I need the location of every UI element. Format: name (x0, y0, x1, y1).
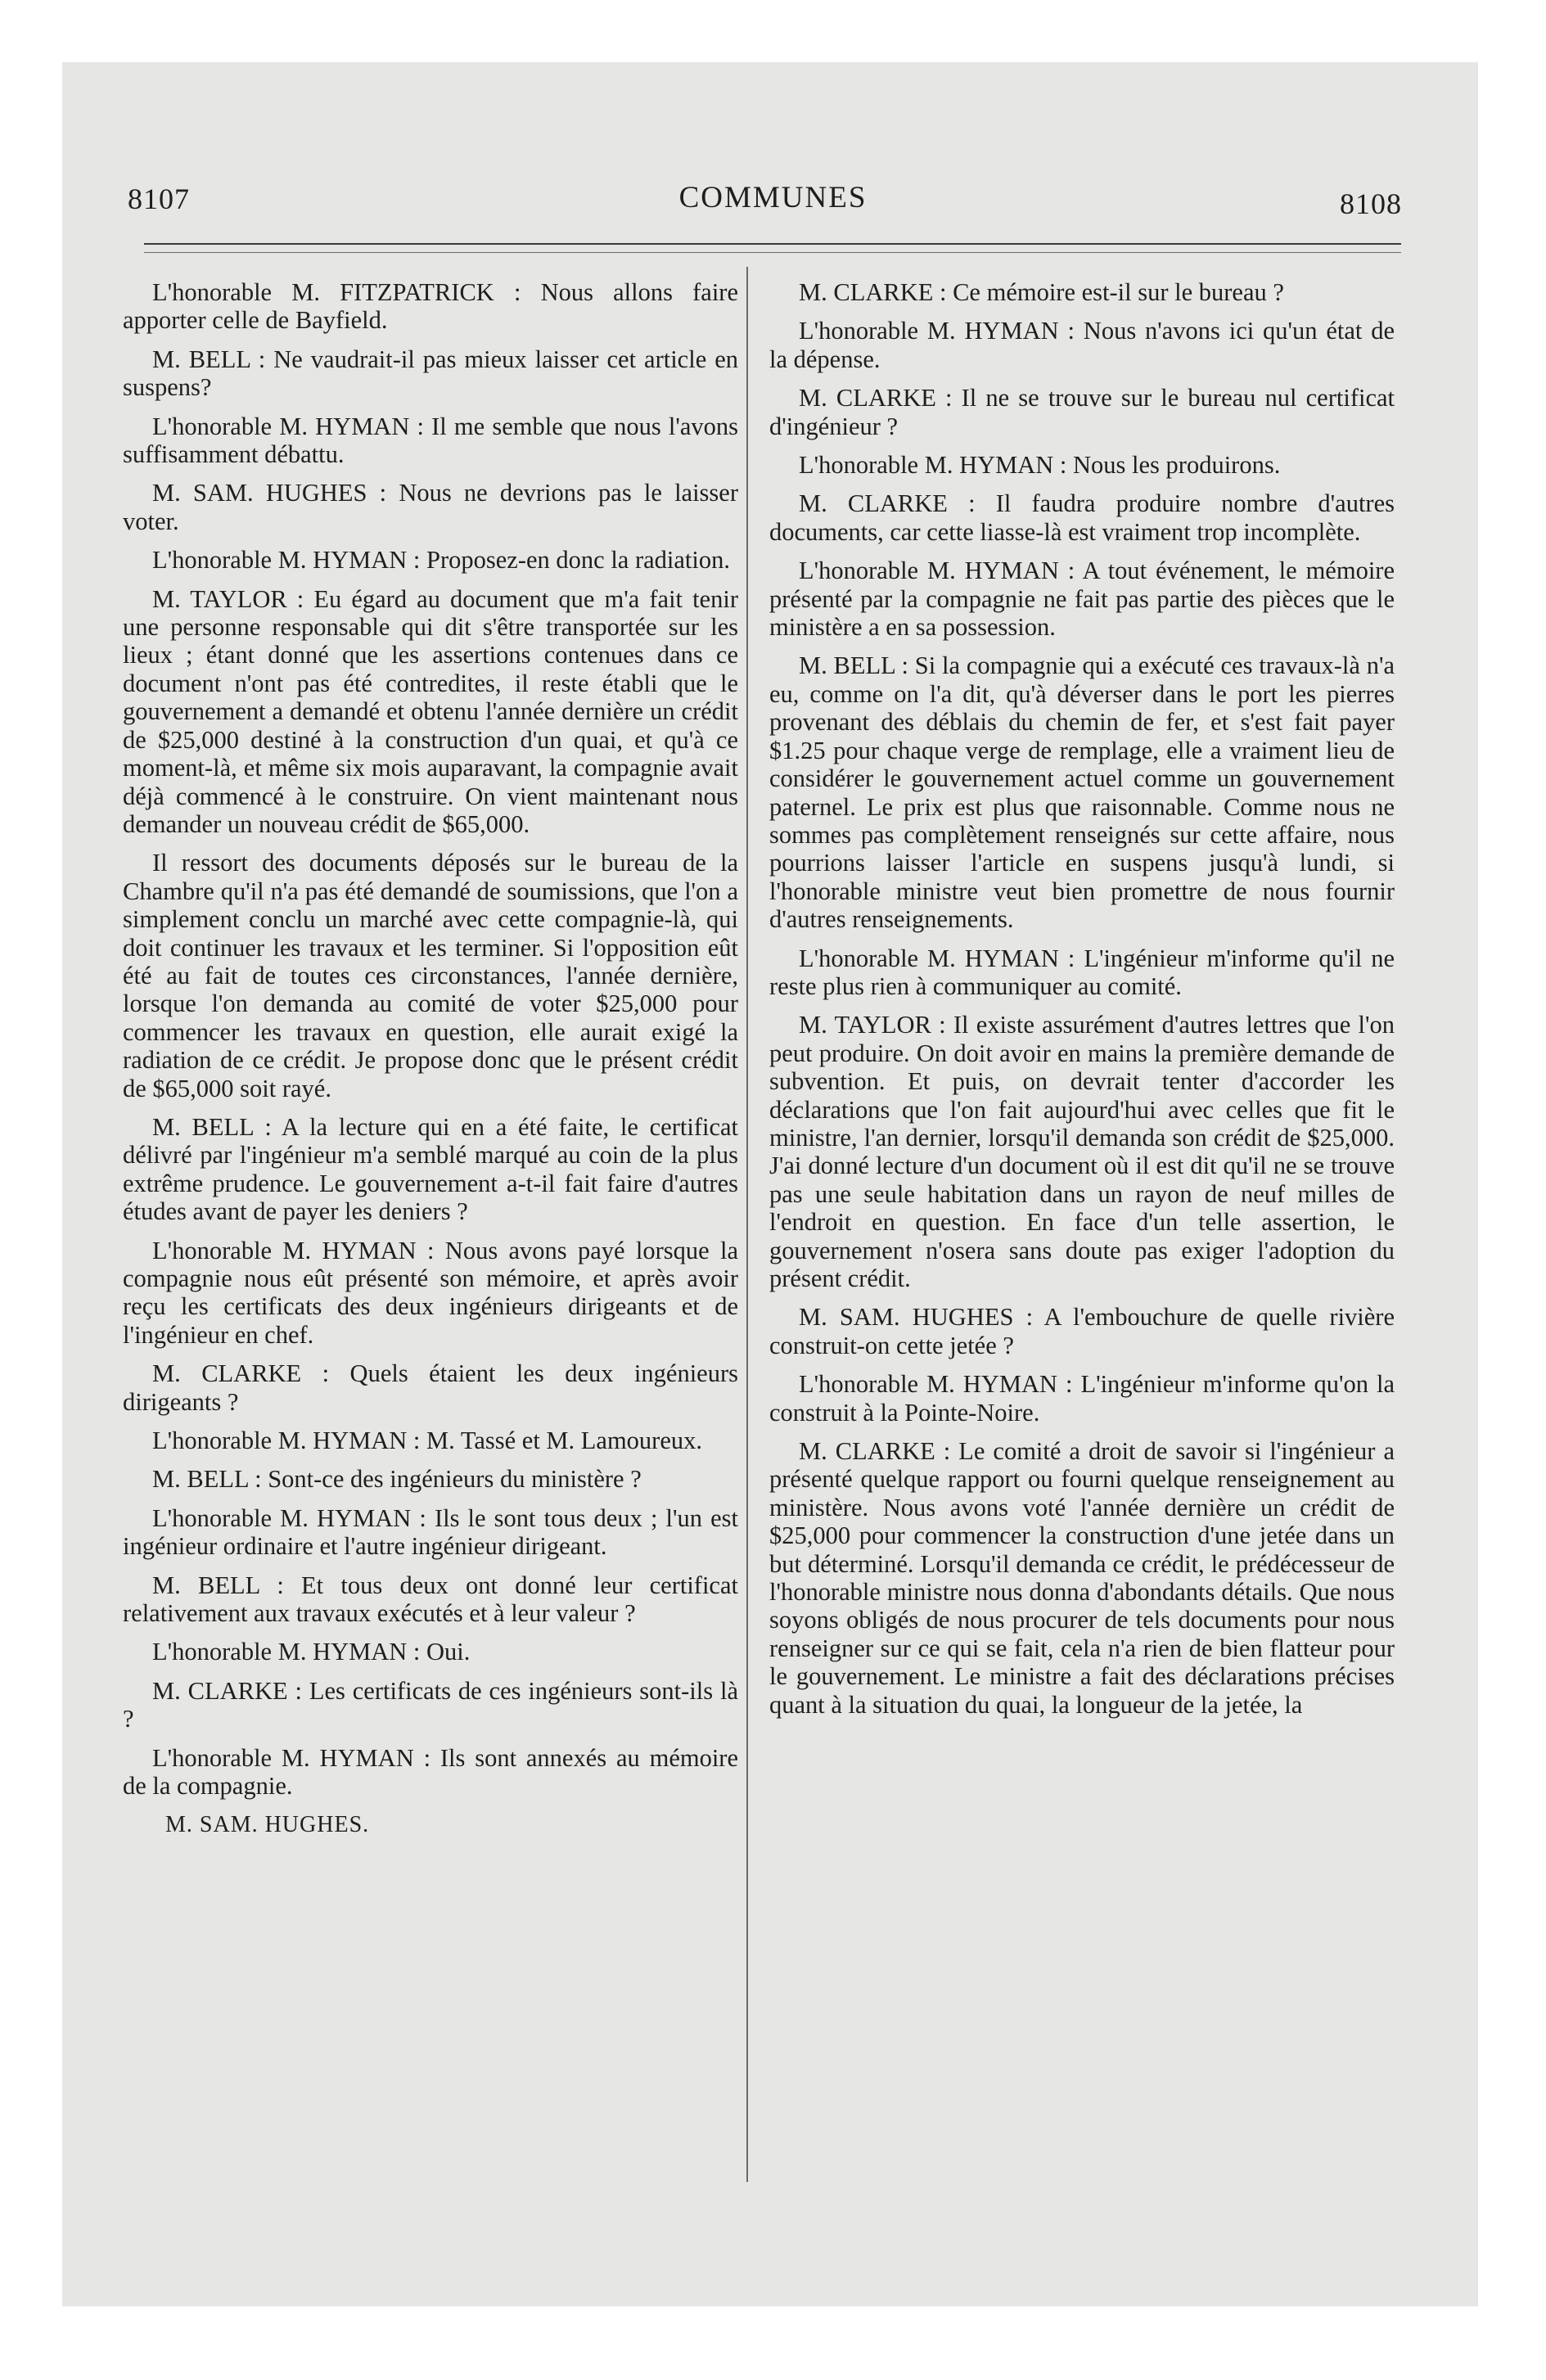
paragraph: M. BELL : Sont-ce des ingénieurs du ministère ? (152, 1465, 642, 1494)
paragraph: L'honorable M. FITZPATRICK : Nous allons faire apporter celle de Bayfield. (123, 278, 738, 335)
running-head: COMMUNES (678, 181, 868, 214)
right-column (769, 278, 1395, 1729)
paragraph: Il ressort des documents déposés sur le bureau de la Chambre qu'il n'a pas été demandé de soumissions, que l'on a simplement conclu un marché avec cette compagnie-là, qui doit continuer les travaux et les terminer. Si l'opposition eût été au fait de toutes ces circonstances, l'année dernière, lorsque l'on demanda au comité de voter $25,000 pour commencer les travaux en question, elle aurait exigé la radiation de ce crédit. Je propose donc que le présent crédit de $65,000 soit rayé. (123, 849, 738, 1102)
paragraph: M. BELL : A la lecture qui en a été faite, le certificat délivré par l'ingénieur m'a semblé marqué au coin de la plus extrême prudence. Le gouvernement a-t-il fait faire d'autres études avant de payer les deniers ? (123, 1112, 738, 1226)
paragraph: L'honorable M. HYMAN : Nous n'avons ici qu'un état de la dépense. (769, 317, 1395, 373)
paragraph: M. CLARKE : Quels étaient les deux ingénieurs dirigeants ? (123, 1359, 738, 1416)
paragraph: M. CLARKE : Le comité a droit de savoir si l'ingénieur a présenté quelque rapport ou fourni quelque renseignement au ministère. Nous avons voté l'année dernière un crédit de $25,000 pour commencer la construction d'une jetée dans un but déterminé. Lorsqu'il demanda ce crédit, le prédécesseur de l'honorable ministre nous donna d'abondants détails. Que nous soyons obligés de nous procurer de tels documents pour nous renseigner sur ce qui se fait, cela n'a rien de bien flatteur pour le gouvernement. Le ministre a fait des déclarations précises quant à la situation du quai, la longueur de la jetée, la (769, 1437, 1395, 1719)
header-rule (144, 243, 1401, 245)
paragraph: M. BELL : Ne vaudrait-il pas mieux laisser cet article en suspens? (123, 345, 738, 402)
paragraph: M. BELL : Si la compagnie qui a exécuté ces travaux-là n'a eu, comme on l'a dit, qu'à déverser dans le port les pierres provenant des déblais du chemin de fer, et s'est fait payer $1.25 pour chaque verge de remplage, elle a vraiment lieu de considérer le gouvernement actuel comme un gouvernement paternel. Le prix est plus que raisonnable. Comme nous ne sommes pas complètement renseignés sur cette affaire, nous pourrions laisser l'article en suspens jusqu'à lundi, si l'honorable ministre veut bien promettre de nous fournir d'autres renseignements. (769, 651, 1395, 934)
paragraph: L'honorable M. HYMAN : Nous avons payé lorsque la compagnie nous eût présenté son mémoire, et après avoir reçu les certificats des deux ingénieurs dirigeants et de l'ingénieur en chef. (123, 1236, 738, 1349)
paragraph: L'honorable M. HYMAN : Ils le sont tous deux ; l'un est ingénieur ordinaire et l'autre ingénieur dirigeant. (123, 1503, 738, 1561)
paragraph: L'honorable M. HYMAN : L'ingénieur m'informe qu'il ne reste plus rien à communiquer au comité. (769, 944, 1395, 1000)
paragraph: M. TAYLOR : Eu égard au document que m'a fait tenir une personne responsable qui dit s'être transportée sur les lieux ; étant donné que les assertions contenues dans ce document n'ont pas été contredites, il reste établi que le gouvernement a demandé et obtenu l'année dernière un crédit de $25,000 destiné à la construction d'un quai, et qu'à ce moment-là, et même six mois auparavant, la compagnie avait déjà commencé à le construire. On vient maintenant nous demander un nouveau crédit de $65,000. (123, 584, 738, 838)
page-number-right: 8108 (1340, 187, 1402, 220)
paragraph: M. CLARKE : Les certificats de ces ingénieurs sont-ils là ? (123, 1676, 738, 1733)
paragraph: M. BELL : Et tous deux ont donné leur certificat relativement aux travaux exécutés et à leur valeur ? (123, 1571, 738, 1628)
paragraph: L'honorable M. HYMAN : Il me semble que nous l'avons suffisamment débattu. (123, 412, 738, 469)
paragraph: L'honorable M. HYMAN : A tout événement, le mémoire présenté par la compagnie ne fait pas partie des pièces que le ministère a en sa possession. (769, 557, 1395, 642)
paragraph: M. CLARKE : Il ne se trouve sur le bureau nul certificat d'ingénieur ? (769, 384, 1395, 440)
paragraph: L'honorable M. HYMAN : M. Tassé et M. Lamoureux. (152, 1427, 702, 1455)
paragraph: L'honorable M. HYMAN : Oui. (152, 1638, 471, 1666)
paragraph: L'honorable M. HYMAN : L'ingénieur m'informe qu'on la construit à la Pointe-Noire. (769, 1370, 1395, 1427)
paragraph: M. TAYLOR : Il existe assurément d'autres lettres que l'on peut produire. On doit avoir en mains la première demande de subvention. Et puis, on devrait tenter d'accorder les déclarations que l'on fait aujourd'hui avec celles que fit le ministre, l'an dernier, lorsqu'il demanda son crédit de $25,000. J'ai donné lecture d'un document où il est dit qu'il ne se trouve pas une seule habitation dans un rayon de neuf milles de l'endroit en question. En face d'un telle assertion, le gouvernement n'osera sans doute pas exiger l'adoption du présent crédit. (769, 1011, 1395, 1292)
paragraph: M. CLARKE : Ce mémoire est-il sur le bureau ? (799, 278, 1284, 306)
paragraph: L'honorable M. HYMAN : Nous les produirons. (799, 451, 1281, 480)
paragraph: M. CLARKE : Il faudra produire nombre d'autres documents, car cette liasse-là est vraiment trop incomplète. (769, 489, 1395, 546)
speaker-signoff: M. SAM. HUGHES. (165, 1811, 370, 1837)
paragraph: L'honorable M. HYMAN : Ils sont annexés au mémoire de la compagnie. (123, 1743, 738, 1801)
paragraph: M. SAM. HUGHES : Nous ne devrions pas le laisser voter. (123, 479, 738, 535)
header-rule-secondary (144, 252, 1401, 253)
column-divider (746, 267, 748, 2182)
paragraph: M. SAM. HUGHES : A l'embouchure de quelle rivière construit-on cette jetée ? (769, 1303, 1395, 1359)
left-column (123, 278, 738, 1850)
paragraph: L'honorable M. HYMAN : Proposez-en donc la radiation. (152, 546, 730, 575)
page-number-left: 8107 (128, 183, 190, 215)
